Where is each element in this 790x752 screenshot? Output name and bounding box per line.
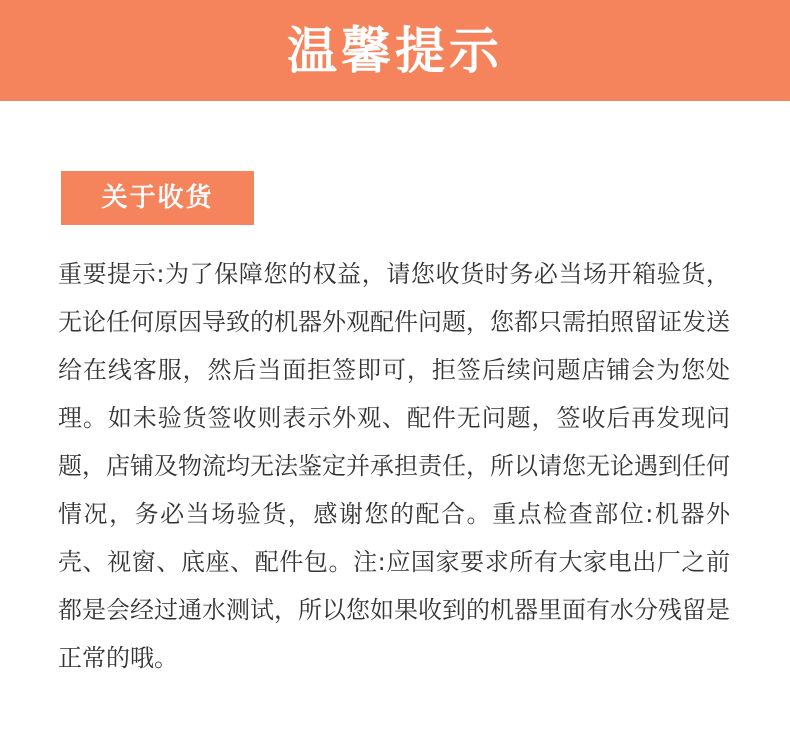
section-badge: [61, 171, 254, 225]
section-heading: 关于收货: [101, 183, 214, 213]
notice-paragraph: 重要提示:为了保障您的权益，请您收货时务必当场开箱验货，无论任何原因导致的机器外观配件问题，您都只需拍照留证发送给在线客服，然后当面拒签即可，拒签后续问题店铺会为您处理。如未验货签收则表示外观、配件无问题，签收后再发现问题，店铺及物流均无法鉴定并承担责任，所以请您无论遇到任何情况，务必当场验货，感谢您的配合。重点检查部位:机器外壳、视窗、底座、配件包。注:应国家要求所有大家电出厂之前都是会经过通水测试，所以您如果收到的机器里面有水分残留是正常的哦。: [58, 260, 730, 672]
page-title: 温馨提示: [287, 21, 503, 80]
header-banner: [0, 0, 790, 101]
